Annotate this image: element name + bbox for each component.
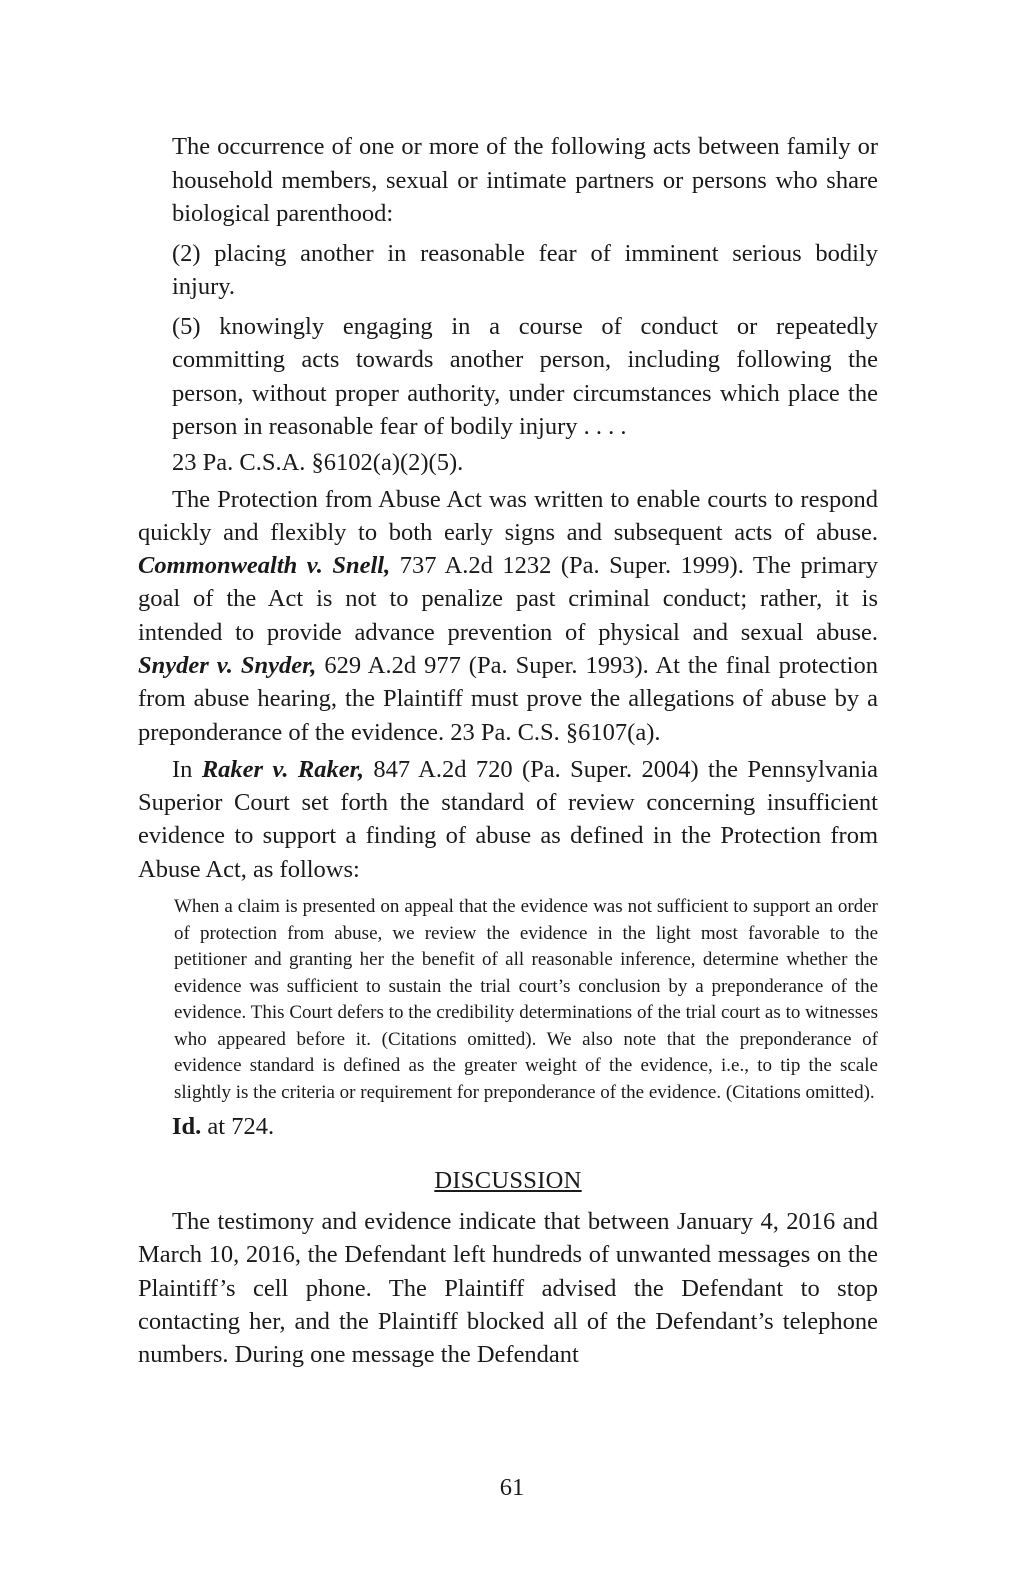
id-citation <box>138 1110 878 1143</box>
statute-item-5: (5) knowingly engaging in a course of conduct or repeatedly committing acts towards another person, including following the person, without proper authority, under circumstances which place the person in reasonable fear of bodily injury . . . . <box>172 312 878 440</box>
page-body <box>138 130 878 1372</box>
case-citation: Snyder v. Snyder, <box>138 651 317 679</box>
id-label: Id. <box>172 1113 202 1141</box>
paragraph-text: 847 A.2d 720 (Pa. Super. 2004) the Pennsylvania Superior Court set forth the standard of review concerning insufficient evidence to support a finding of abuse as defined in the Protection from Abuse Act, as follows: <box>138 755 879 883</box>
paragraph-text: The Protection from Abuse Act was written to enable courts to respond quickly and flexibly to both early signs and subsequent acts of abuse. <box>138 485 878 546</box>
id-pin: at 724. <box>201 1113 275 1141</box>
section-heading: DISCUSSION <box>434 1167 582 1195</box>
statute-intro: The occurrence of one or more of the following acts between family or household members, sexual or intimate partners or persons who share biological parenthood: <box>172 133 878 227</box>
paragraph-text: In <box>172 755 202 783</box>
case-citation: Commonwealth v. Snell, <box>138 552 391 580</box>
paragraph-discussion: The testimony and evidence indicate that between January 4, 2016 and March 10, 2016, the Defendant left hundreds of unwanted messages on the Plaintiff’s cell phone. The Plaintiff advised the Defendant to stop contacting her, and the Plaintiff blocked all of the Defendant’s telephone numbers. During one message the Defendant <box>138 1208 878 1369</box>
paragraph-text: 629 A.2d 977 (Pa. Super. 1993). At the final protection from abuse hearing, the Plaintiff must prove the allegations of abuse by a preponderance of the evidence. 23 Pa. C.S. §6107(a). <box>138 651 878 746</box>
page-number: 61 <box>499 1474 525 1501</box>
statute-citation: 23 Pa. C.S.A. §6102(a)(2)(5). <box>172 448 464 476</box>
statute-item-2: (2) placing another in reasonable fear of imminent serious bodily injury. <box>172 239 878 300</box>
case-citation: Raker v. Raker, <box>201 755 364 783</box>
paragraph-raker <box>138 753 878 886</box>
block-quote: When a claim is presented on appeal that the evidence was not sufficient to support an order of protection from abuse, we review the evidence in the light most favorable to the petitioner and granting her the benefit of all reasonable inference, determine whether the evidence was sufficient to sustain the trial court’s conclusion by a preponderance of the evidence. This Court defers to the credibility determinations of the trial court as to witnesses who appeared before it. (Citations omitted). We also note that the preponderance of evidence standard is defined as the greater weight of the evidence, i.e., to tip the scale slightly is the criteria or requirement for preponderance of the evidence. (Citations omitted). <box>174 896 878 1103</box>
statute-quote <box>138 130 878 444</box>
paragraph-text: 737 A.2d 1232 (Pa. Super. 1999). The primary goal of the Act is not to penalize past criminal conduct; rather, it is intended to provide advance prevention of physical and sexual abuse. <box>138 552 878 646</box>
paragraph-protection-act <box>138 483 878 749</box>
